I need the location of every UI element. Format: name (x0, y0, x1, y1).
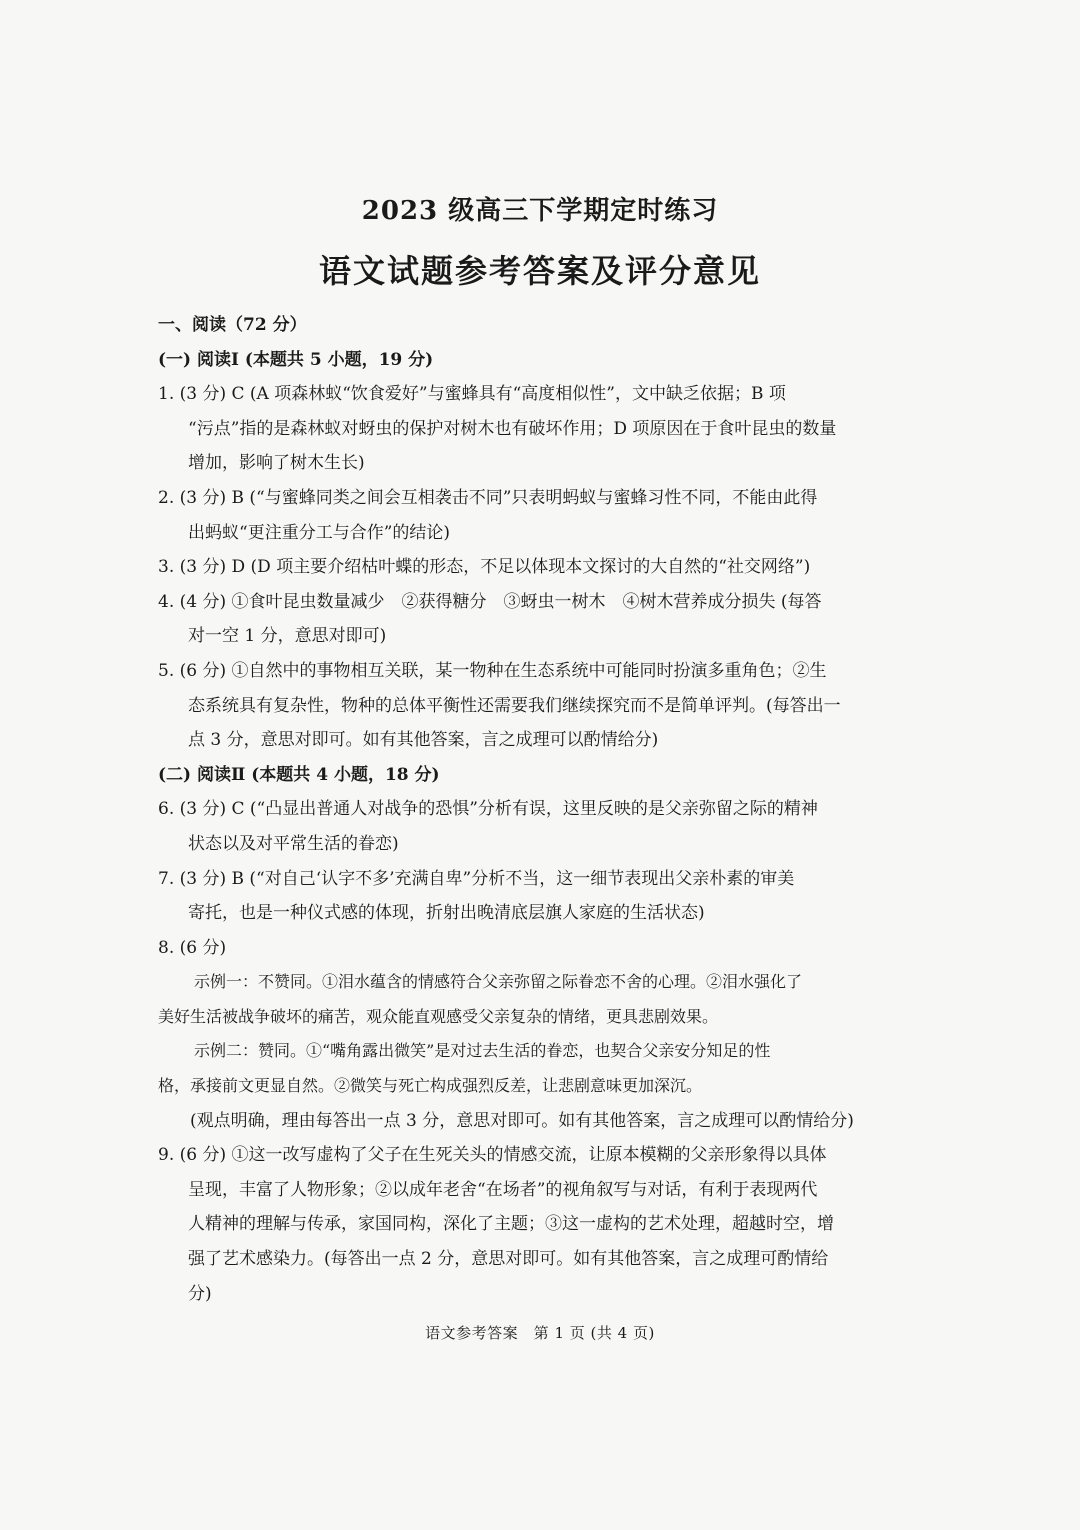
answer-5-cont: 态系统具有复杂性，物种的总体平衡性还需要我们继续探究而不是简单评判。(每答出一 (188, 695, 841, 716)
answer-6-cont: 状态以及对平常生活的眷恋) (188, 833, 399, 854)
answer-9: 9. (6 分) ①这一改写虚构了父子在生死关头的情感交流，让原本模糊的父亲形象得以具体 (158, 1145, 827, 1166)
answer-7: 7. (3 分) B (“对自己‘认字不多’充满自卑”分析不当，这一细节表现出父亲朴素的审美 (158, 868, 795, 889)
answer-8-example-2-cont: 格，承接前文更显自然。②微笑与死亡构成强烈反差，让悲剧意味更加深沉。 (158, 1076, 703, 1096)
answer-3: 3. (3 分) D (D 项主要介绍枯叶蝶的形态，不足以体现本文探讨的大自然的“社交网络”) (158, 557, 811, 578)
answer-9-cont: 分) (188, 1283, 212, 1304)
answer-1-cont: “污点”指的是森林蚁对蚜虫的保护对树木也有破坏作用；D 项原因在于食叶昆虫的数量 (188, 418, 837, 439)
answer-8-scoring-note: (观点明确，理由每答出一点 3 分，意思对即可。如有其他答案，言之成理可以酌情给分) (190, 1110, 854, 1131)
answer-8: 8. (6 分) (158, 937, 227, 958)
answer-2: 2. (3 分) B (“与蜜蜂同类之间会互相袭击不同”只表明蚂蚁与蜜蜂习性不同，不能由此得 (158, 487, 818, 508)
exam-title: 2023 级高三下学期定时练习 (361, 196, 719, 226)
answer-5: 5. (6 分) ①自然中的事物相互关联，某一物种在生态系统中可能同时扮演多重角色；②生 (158, 660, 827, 681)
answer-8-example-1: 示例一：不赞同。①泪水蕴含的情感符合父亲弥留之际眷恋不舍的心理。②泪水强化了 (194, 972, 803, 992)
section-heading-reading: 一、阅读（72 分） (158, 315, 307, 335)
answer-9-cont: 强了艺术感染力。(每答出一点 2 分，意思对即可。如有其他答案，言之成理可酌情给 (188, 1249, 829, 1270)
answer-4-cont: 对一空 1 分，意思对即可) (188, 626, 387, 647)
answer-1-cont: 增加，影响了树木生长) (188, 453, 365, 474)
answer-9-cont: 人精神的理解与传承，家国同构，深化了主题；③这一虚构的艺术处理，超越时空，增 (188, 1214, 834, 1235)
answer-4: 4. (4 分) ①食叶昆虫数量减少 ②获得糖分 ③蚜虫一树木 ④树木营养成分损失 (每答 (158, 591, 822, 612)
answer-8-example-1-cont: 美好生活被战争破坏的痛苦，观众能直观感受父亲复杂的情绪，更具悲剧效果。 (158, 1006, 719, 1026)
answer-1: 1. (3 分) C (A 项森林蚁“饮食爱好”与蜜蜂具有“高度相似性”，文中缺乏依据；B 项 (158, 384, 786, 405)
answer-6: 6. (3 分) C (“凸显出普通人对战争的恐惧”分析有误，这里反映的是父亲弥留之际的精神 (158, 799, 818, 820)
subsection-heading-reading-2: (二) 阅读Ⅱ (本题共 4 小题，18 分) (158, 764, 440, 785)
page-footer: 语文参考答案 第 1 页 (共 4 页) (425, 1324, 655, 1342)
answer-5-cont: 点 3 分，意思对即可。如有其他答案，言之成理可以酌情给分) (188, 730, 659, 751)
subsection-heading-reading-1: (一) 阅读Ⅰ (本题共 5 小题，19 分) (158, 349, 434, 370)
document-title: 语文试题参考答案及评分意见 (318, 252, 761, 290)
answer-7-cont: 寄托，也是一种仪式感的体现，折射出晚清底层旗人家庭的生活状态) (188, 903, 705, 924)
answer-8-example-2: 示例二：赞同。①“嘴角露出微笑”是对过去生活的眷恋，也契合父亲安分知足的性 (194, 1041, 771, 1061)
answer-2-cont: 出蚂蚁“更注重分工与合作”的结论) (188, 522, 451, 543)
answer-9-cont: 呈现，丰富了人物形象；②以成年老舍“在场者”的视角叙写与对话，有利于表现两代 (188, 1179, 818, 1200)
answer-content (158, 308, 924, 1311)
